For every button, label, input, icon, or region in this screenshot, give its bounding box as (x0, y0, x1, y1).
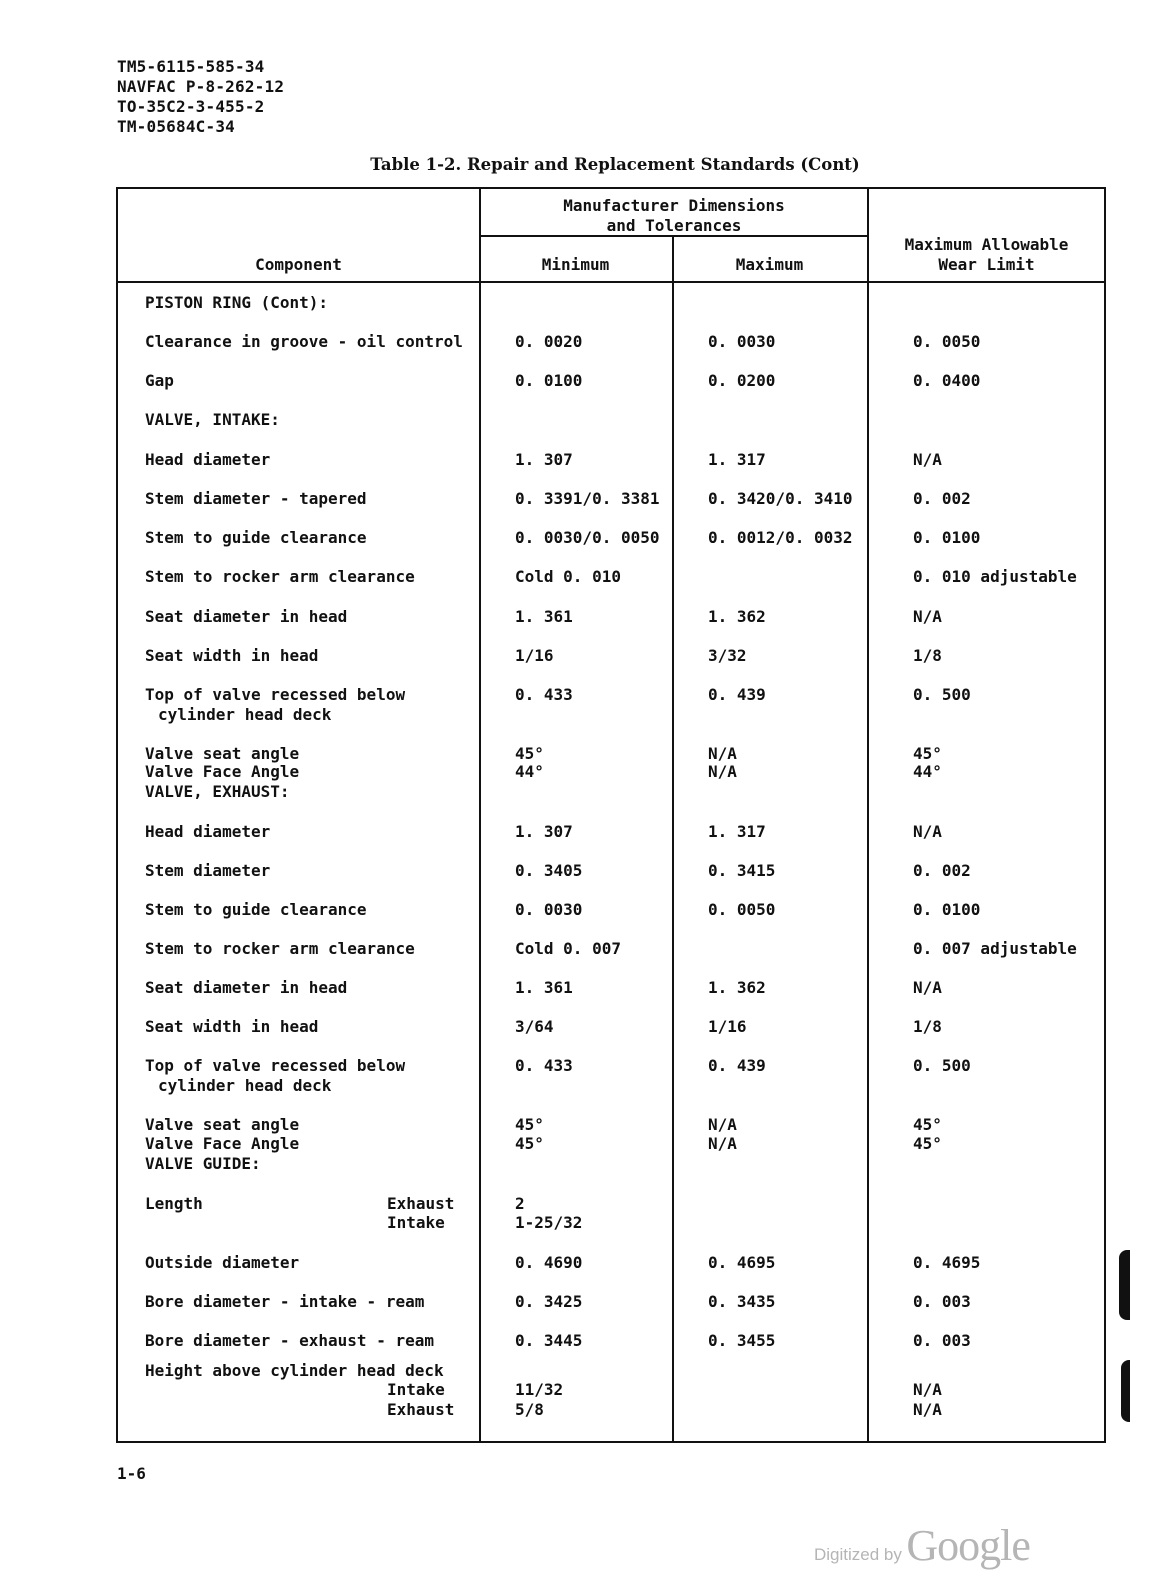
wear-limit-value: 0. 0100 (913, 528, 981, 547)
doc-id-line: TM-05684C-34 (117, 117, 235, 136)
component-label: Height above cylinder head deck (145, 1361, 444, 1380)
wear-limit-value: 1/8 (913, 646, 942, 665)
column-divider (672, 237, 674, 1441)
header-wear-limit-line2: Wear Limit (938, 255, 1035, 274)
maximum-value: 0. 0030 (708, 332, 776, 351)
minimum-value: 1. 307 (515, 822, 573, 841)
wear-limit-value: 45° (913, 744, 942, 763)
component-label: Head diameter (145, 450, 271, 469)
component-label: Head diameter (145, 822, 271, 841)
component-label: Bore diameter - exhaust - ream (145, 1331, 434, 1350)
watermark-logo: Google (906, 1521, 1030, 1570)
maximum-value: 1. 317 (708, 450, 766, 469)
component-label: Stem diameter (145, 861, 271, 880)
document-header (117, 57, 284, 137)
wear-limit-value: 0. 0100 (913, 900, 981, 919)
minimum-value: 1. 361 (515, 607, 573, 626)
doc-id-line: TM5-6115-585-34 (117, 57, 265, 76)
maximum-value: 0. 0200 (708, 371, 776, 390)
minimum-value: Cold 0. 010 (515, 567, 621, 586)
component-label: Clearance in groove - oil control (145, 332, 463, 351)
component-label: VALVE GUIDE: (145, 1154, 261, 1173)
maximum-value: 0. 439 (708, 1056, 766, 1075)
minimum-value: 1. 307 (515, 450, 573, 469)
maximum-value: N/A (708, 1134, 737, 1153)
minimum-value: 0. 3391/0. 3381 (515, 489, 660, 508)
header-wear-limit: Maximum Allowable (904, 235, 1069, 254)
doc-id-line: TO-35C2-3-455-2 (117, 97, 265, 116)
minimum-value: Cold 0. 007 (515, 939, 621, 958)
page-number: 1-6 (117, 1464, 146, 1483)
maximum-value: 0. 0012/0. 0032 (708, 528, 853, 547)
wear-limit-value: 0. 003 (913, 1331, 971, 1350)
wear-limit-value: 1/8 (913, 1017, 942, 1036)
maximum-value: N/A (708, 762, 737, 781)
component-label: Stem to guide clearance (145, 528, 367, 547)
minimum-value: 44° (515, 762, 544, 781)
scan-margin-mark (1119, 1250, 1130, 1320)
minimum-value: 0. 3425 (515, 1292, 583, 1311)
component-label-continued: cylinder head deck (158, 705, 332, 724)
component-label: Stem to rocker arm clearance (145, 939, 415, 958)
header-component: Component (255, 255, 342, 274)
scan-margin-mark (1121, 1360, 1130, 1422)
wear-limit-value: N/A (913, 978, 942, 997)
component-label: Seat width in head (145, 646, 319, 665)
component-label: Valve seat angle (145, 1115, 300, 1134)
minimum-value: 11/32 (515, 1380, 564, 1399)
component-label: Seat diameter in head (145, 978, 348, 997)
component-sublabel: Intake (387, 1213, 445, 1232)
header-manufacturer: Manufacturer Dimensions (563, 196, 785, 215)
google-watermark (814, 1520, 1030, 1571)
component-sublabel: Exhaust (387, 1194, 455, 1213)
wear-limit-value: 0. 003 (913, 1292, 971, 1311)
standards-table (116, 187, 1106, 1443)
wear-limit-value: 44° (913, 762, 942, 781)
component-label: VALVE, EXHAUST: (145, 782, 290, 801)
minimum-value: 0. 433 (515, 1056, 573, 1075)
minimum-value: 1-25/32 (515, 1213, 583, 1232)
component-label: Top of valve recessed below (145, 685, 406, 704)
maximum-value: 1. 362 (708, 607, 766, 626)
minimum-value: 45° (515, 1115, 544, 1134)
component-label: Stem to guide clearance (145, 900, 367, 919)
table-title: Table 1-2. Repair and Replacement Standards (Cont) (370, 155, 860, 174)
component-label: Valve Face Angle (145, 1134, 300, 1153)
maximum-value: 0. 3435 (708, 1292, 776, 1311)
wear-limit-value: N/A (913, 450, 942, 469)
wear-limit-value: N/A (913, 1380, 942, 1399)
wear-limit-value: 0. 0400 (913, 371, 981, 390)
minimum-value: 0. 433 (515, 685, 573, 704)
component-label: Valve Face Angle (145, 762, 300, 781)
maximum-value: 0. 4695 (708, 1253, 776, 1272)
maximum-value: 1/16 (708, 1017, 747, 1036)
wear-limit-value: 45° (913, 1134, 942, 1153)
component-label: PISTON RING (Cont): (145, 293, 329, 312)
maximum-value: 0. 3420/0. 3410 (708, 489, 853, 508)
wear-limit-value: 0. 010 adjustable (913, 567, 1077, 586)
minimum-value: 0. 3405 (515, 861, 583, 880)
component-label: Top of valve recessed below (145, 1056, 406, 1075)
maximum-value: 0. 3455 (708, 1331, 776, 1350)
minimum-value: 3/64 (515, 1017, 554, 1036)
minimum-value: 5/8 (515, 1400, 544, 1419)
minimum-value: 1/16 (515, 646, 554, 665)
wear-limit-value: 0. 500 (913, 685, 971, 704)
header-minimum: Minimum (541, 255, 610, 274)
header-divider (118, 281, 1104, 283)
wear-limit-value: 0. 500 (913, 1056, 971, 1075)
header-manufacturer-line2: and Tolerances (606, 216, 742, 235)
minimum-value: 0. 3445 (515, 1331, 583, 1350)
component-label: Stem to rocker arm clearance (145, 567, 415, 586)
maximum-value: 3/32 (708, 646, 747, 665)
component-label: Bore diameter - intake - ream (145, 1292, 425, 1311)
doc-id-line: NAVFAC P-8-262-12 (117, 77, 285, 96)
maximum-value: 1. 317 (708, 822, 766, 841)
component-label: Outside diameter (145, 1253, 300, 1272)
wear-limit-value: 0. 4695 (913, 1253, 981, 1272)
maximum-value: 0. 3415 (708, 861, 776, 880)
wear-limit-value: N/A (913, 1400, 942, 1419)
column-divider (479, 189, 481, 1441)
maximum-value: N/A (708, 1115, 737, 1134)
wear-limit-value: 45° (913, 1115, 942, 1134)
watermark-text: Digitized by (814, 1545, 902, 1564)
wear-limit-value: 0. 0050 (913, 332, 981, 351)
minimum-value: 0. 0020 (515, 332, 583, 351)
component-label: Length (145, 1194, 203, 1213)
component-label: Stem diameter - tapered (145, 489, 367, 508)
column-divider (867, 189, 869, 1441)
wear-limit-value: 0. 007 adjustable (913, 939, 1077, 958)
maximum-value: 0. 0050 (708, 900, 776, 919)
maximum-value: 1. 362 (708, 978, 766, 997)
component-label: Seat width in head (145, 1017, 319, 1036)
component-sublabel: Intake (387, 1380, 445, 1399)
minimum-value: 1. 361 (515, 978, 573, 997)
maximum-value: N/A (708, 744, 737, 763)
wear-limit-value: N/A (913, 822, 942, 841)
minimum-value: 45° (515, 1134, 544, 1153)
minimum-value: 0. 4690 (515, 1253, 583, 1272)
maximum-value: 0. 439 (708, 685, 766, 704)
minimum-value: 0. 0030/0. 0050 (515, 528, 660, 547)
wear-limit-value: 0. 002 (913, 489, 971, 508)
component-label: Gap (145, 371, 174, 390)
header-maximum: Maximum (735, 255, 804, 274)
component-label-continued: cylinder head deck (158, 1076, 332, 1095)
component-sublabel: Exhaust (387, 1400, 455, 1419)
component-label: Seat diameter in head (145, 607, 348, 626)
component-label: VALVE, INTAKE: (145, 410, 280, 429)
wear-limit-value: N/A (913, 607, 942, 626)
wear-limit-value: 0. 002 (913, 861, 971, 880)
minimum-value: 45° (515, 744, 544, 763)
minimum-value: 0. 0100 (515, 371, 583, 390)
component-label: Valve seat angle (145, 744, 300, 763)
minimum-value: 2 (515, 1194, 525, 1213)
minimum-value: 0. 0030 (515, 900, 583, 919)
